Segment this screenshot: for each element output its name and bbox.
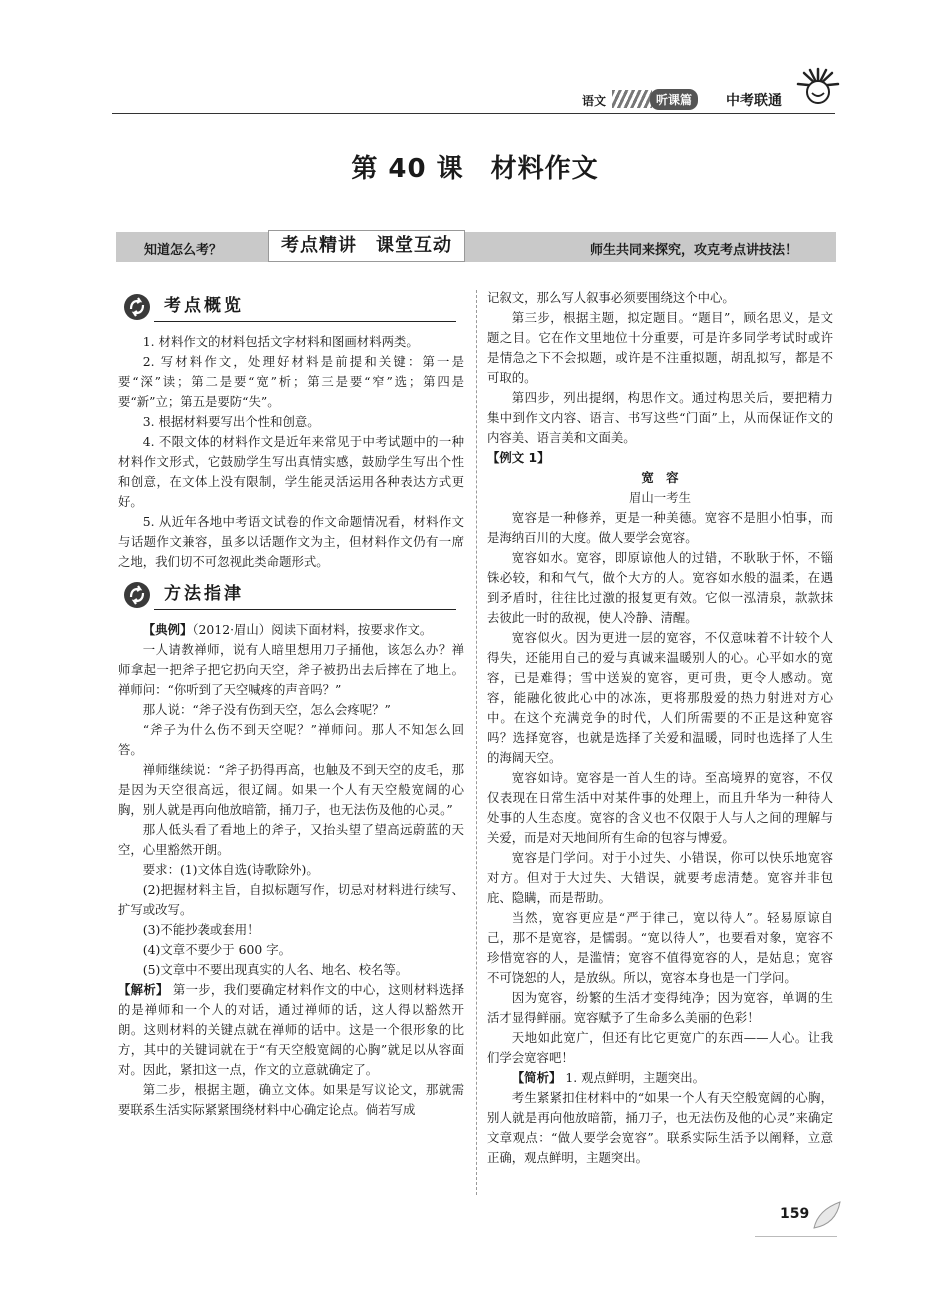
section-title-method: 方法指津: [164, 584, 244, 604]
header-tag: 听课篇: [650, 89, 698, 110]
leaf-icon: [810, 1198, 844, 1232]
essay-paragraph: 宽容似火。因为更进一层的宽容，不仅意味着不计较个人得失，还能用自己的爱与真诚来温暖别人的心。心平如水的宽容，已是难得；雪中送炭的宽容，更可贵，更令人感动。宽容，能融化彼此心中的冰冻，更将那殷爱的热力射进对方心中。在这个充满竞争的时代，人们所需要的不正是这种宽容吗？选择宽容，也就是选择了关爱和温暖，同时也选择了人生的海阔天空。: [487, 630, 833, 765]
essay-paragraph: 天地如此宽广，但还有比它更宽广的东西——人心。让我们学会宽容吧！: [487, 1030, 833, 1065]
requirement: (5)文章中不要出现真实的人名、地名、校名等。: [142, 962, 409, 977]
band-middle-text: 考点精讲 课堂互动: [268, 230, 465, 262]
overview-item-2: 2. 写材料作文，处理好材料是前提和关键：第一是要“深”读；第二是要“宽”析；第三是要“窄”选；第四是要“新”立；第五是要防“失”。: [118, 354, 464, 409]
continued-paragraph: 第四步，列出提纲，构思作文。通过构思关后，要把精力集中到作文内容、语言、书写这些“门面”上，从而保证作文的内容美、语言美和文面美。: [487, 390, 833, 445]
essay-paragraph: 宽容如水。宽容，即原谅他人的过错，不耿耿于怀，不锱铢必较，和和气气，做个大方的人。宽容如水般的温柔，在遇到矛盾时，往往比过激的报复更有效。它似一泓清泉，款款抹去彼此一时的敌视，使人冷静、清醒。: [487, 550, 833, 625]
essay-author: 眉山一考生: [629, 490, 691, 505]
overview-item-1: 1. 材料作文的材料包括文字材料和图画材料两类。: [142, 334, 419, 349]
section-rule: [154, 321, 456, 322]
analysis-tag: 【解析】: [118, 982, 169, 997]
swirl-icon: [122, 580, 152, 610]
analysis-paragraph: 第二步，根据主题，确立文体。如果是写议论文，那就需要联系生活实际紧紧围绕材料中心确定论点。倘若写成: [118, 1082, 464, 1117]
brief-first: 1. 观点鲜明，主题突出。: [565, 1070, 705, 1085]
requirement: (2)把握材料主旨，自拟标题写作，切忌对材料进行续写、扩写或改写。: [118, 882, 464, 917]
page-number: 159: [780, 1206, 810, 1222]
header-brand: 中考联通: [726, 93, 782, 109]
sun-logo-icon: [794, 66, 842, 114]
story-paragraph: “斧子为什么伤不到天空呢？”禅师问。那人不知怎么回答。: [118, 722, 464, 757]
page-header: [112, 88, 835, 116]
continued-paragraph: 记叙文，那么写人叙事必须要围绕这个中心。: [487, 290, 735, 305]
requirement: 要求：(1)文体自选(诗歌除外)。: [142, 862, 319, 877]
essay-paragraph: 宽容是一种修养，更是一种美德。宽容不是胆小怕事，而是海纳百川的大度。做人要学会宽容。: [487, 510, 833, 545]
brief-tag: 【简析】: [511, 1070, 562, 1085]
example-intro-text: （2012·眉山）阅读下面材料，按要求作文。: [192, 622, 433, 637]
example-essay-label: 【例文 1】: [487, 450, 550, 465]
section-heading-overview: [118, 290, 464, 324]
brief-analysis-body: 考生紧紧扣住材料中的“如果一个人有天空般宽阔的心胸，别人就是再向他放暗箭，捅刀子，也无法伤及他的心灵”来确定文章观点：“做人要学会宽容”。联系实际生活予以阐释，立意正确，观点鲜明，主题突出。: [487, 1090, 833, 1165]
requirement: (3)不能抄袭或套用！: [142, 922, 260, 937]
footer-rule: [755, 1236, 837, 1237]
band-right-text: 师生共同来探究，攻克考点讲技法！: [589, 243, 798, 258]
overview-item-3: 3. 根据材料要写出个性和创意。: [142, 414, 320, 429]
essay-paragraph: 宽容是门学问。对于小过失、小错误，你可以快乐地宽容对方。但对于大过失、大错误，就要考虑清楚。宽容并非包庇、隐瞒，而是帮助。: [487, 850, 833, 905]
page-number-badge: [780, 1198, 844, 1232]
analysis-paragraph: [118, 980, 464, 1080]
overview-item-4: 4. 不限文体的材料作文是近年来常见于中考试题中的一种材料作文形式，它鼓励学生写出真情实感，鼓励学生写出个性和创意，在文体上没有限制，学生能灵活运用各种表达方式更好。: [118, 434, 464, 509]
overview-item-5: 5. 从近年各地中考语文试卷的作文命题情况看，材料作文与话题作文兼容，虽多以话题作文为主，但材料作文仍有一席之地，我们切不可忽视此类命题形式。: [118, 514, 464, 569]
section-title-overview: 考点概览: [164, 296, 244, 316]
story-paragraph: 一人请教禅师，说有人暗里想用刀子捅他，该怎么办？禅师拿起一把斧子把它扔向天空，斧子被扔出去后摔在了地上。禅师问：“你听到了天空喊疼的声音吗？”: [118, 642, 464, 697]
swirl-icon: [122, 292, 152, 322]
band-left-text: 知道怎么考？: [144, 243, 223, 258]
left-column: [118, 288, 464, 1120]
example-tag: 【典例】: [142, 622, 193, 637]
header-rule: [112, 113, 835, 114]
section-heading-method: [118, 578, 464, 612]
header-subject: 语文: [582, 94, 607, 108]
essay-title: 宽 容: [641, 470, 679, 485]
example-intro: [118, 620, 464, 640]
section-rule: [154, 609, 456, 610]
story-paragraph: 那人低头看了看地上的斧子，又抬头望了望高远蔚蓝的天空，心里豁然开朗。: [118, 822, 464, 857]
right-column: [487, 288, 833, 1168]
essay-paragraph: 当然，宽容更应是“严于律己，宽以待人”。轻易原谅自己，那不是宽容，是懦弱。“宽以待人”，也要看对象，宽容不珍惜宽容的人，是滥情；宽容不值得宽容的人，是姑息；宽容不可饶恕的人，是放纵。所以，宽容本身也是一门学问。: [487, 910, 833, 985]
analysis-text: 第一步，我们要确定材料作文的中心，这则材料选择的是禅师和一个人的对话，通过禅师的话，这人得以豁然开朗。这则材料的关键点就在禅师的话中。这是一个很形象的比方，其中的关键词就在于“有天空般宽阔的心胸”就足以从容面对。因此，紧扣这一点，作文的立意就确定了。: [118, 982, 465, 1077]
essay-paragraph: 宽容如诗。宽容是一首人生的诗。至高境界的宽容，不仅仅表现在日常生活中对某件事的处理上，而且升华为一种待人处事的人生态度。宽容的含义也不仅限于人与人之间的理解与关爱，而是对天地间所有生命的包容与博爱。: [487, 770, 833, 845]
header-stripes: [612, 90, 652, 108]
story-paragraph: 那人说：“斧子没有伤到天空，怎么会疼呢？”: [142, 702, 391, 717]
brief-analysis-heading: [487, 1068, 833, 1088]
story-paragraph: 禅师继续说：“斧子扔得再高，也触及不到天空的皮毛，那是因为天空很高远，很辽阔。如果一个人有天空般宽阔的心胸，别人就是再向他放暗箭，捅刀子，也无法伤及他的心灵。”: [118, 762, 464, 817]
section-band: [116, 232, 836, 262]
essay-paragraph: 因为宽容，纷繁的生活才变得纯净；因为宽容，单调的生活才显得鲜丽。宽容赋予了生命多么美丽的色彩！: [487, 990, 833, 1025]
page-title: 第 40 课 材料作文: [351, 154, 599, 184]
continued-paragraph: 第三步，根据主题，拟定题目。“题目”，顾名思义，是文题之目。它在作文里地位十分重要，可是许多同学考试时或许是情急之下不会拟题，或许是不注重拟题，胡乱拟写，都是不可取的。: [487, 310, 833, 385]
requirement: (4)文章不要少于 600 字。: [142, 942, 292, 957]
column-divider: [476, 290, 477, 1195]
